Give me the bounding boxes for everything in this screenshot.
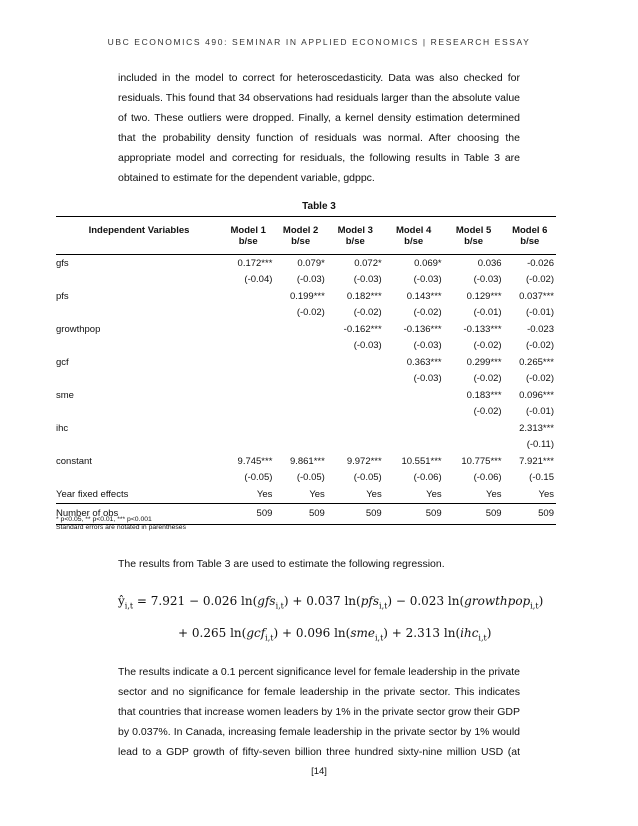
bse-subheader: b/se bbox=[384, 236, 444, 255]
standard-error-cell bbox=[274, 338, 326, 355]
coefficient-cell bbox=[444, 420, 504, 437]
standard-error-cell bbox=[222, 371, 274, 388]
bse-subheader: b/se bbox=[504, 236, 556, 255]
table-caption: Table 3 bbox=[302, 201, 336, 212]
coefficient-row bbox=[56, 420, 556, 437]
coefficient-cell bbox=[274, 420, 326, 437]
standard-error-cell: (-0.03) bbox=[296, 274, 325, 286]
standard-error-cell bbox=[222, 305, 274, 322]
coefficient-cell bbox=[327, 387, 384, 404]
intro-line: obtained to estimate for the dependent variable, gdppc. bbox=[118, 172, 375, 184]
coefficient-cell: -0.162*** bbox=[343, 323, 382, 335]
table-cell: 509 bbox=[384, 503, 444, 524]
table-cell: Yes bbox=[486, 488, 502, 500]
standard-error-row bbox=[56, 371, 556, 388]
coefficient-row bbox=[56, 387, 556, 404]
coefficient-cell: 0.036 bbox=[477, 257, 502, 269]
coefficient-cell bbox=[222, 354, 274, 371]
standard-error-cell: (-0.02) bbox=[296, 307, 325, 319]
coefficient-cell: 0.183*** bbox=[466, 389, 502, 401]
model-header: Model 5 bbox=[444, 217, 504, 237]
table-cell: 509 bbox=[327, 503, 384, 524]
intro-line: that the probability density function of residuals was normal. After choosing the bbox=[118, 132, 520, 144]
table-cell: Yes bbox=[426, 488, 442, 500]
fixed-effects-row bbox=[56, 486, 556, 503]
coefficient-cell: 9.745*** bbox=[237, 455, 273, 467]
coefficient-row bbox=[56, 453, 556, 470]
coefficient-cell: -0.023 bbox=[527, 323, 554, 335]
standard-error-cell: (-0.02) bbox=[473, 406, 502, 418]
intro-line: residuals. This found that 34 observations had residuals larger than the absolute value bbox=[118, 92, 520, 104]
results-line: that countries that increase women leaders by 1% in the private sector grow their GDP bbox=[118, 706, 520, 718]
standard-error-cell: (-0.05) bbox=[353, 472, 382, 484]
coefficient-cell: 0.037*** bbox=[519, 290, 554, 302]
standard-error-cell: (-0.05) bbox=[296, 472, 325, 484]
row-label bbox=[56, 470, 222, 487]
variables-header: Independent Variables bbox=[56, 217, 222, 237]
standard-error-cell: (-0.02) bbox=[473, 373, 502, 385]
row-label: gfs bbox=[56, 257, 69, 269]
coefficient-cell: -0.026 bbox=[527, 257, 554, 269]
table-cell: Yes bbox=[538, 488, 554, 500]
intro-line: appropriate model and correcting for residuals, the following results in Table 3 are bbox=[118, 152, 520, 164]
coefficient-cell bbox=[327, 420, 384, 437]
results-line: sector and no significance for female leadership in the private sector. This indicates bbox=[118, 686, 520, 698]
coefficient-cell bbox=[274, 387, 326, 404]
results-line: by 0.037%. In Canada, increasing female leadership in the private sector by 1% would bbox=[118, 726, 520, 738]
results-paragraph bbox=[118, 662, 520, 762]
coefficient-cell: 9.861*** bbox=[289, 455, 325, 467]
row-label bbox=[56, 272, 222, 289]
coefficient-cell: 0.265*** bbox=[519, 356, 554, 368]
standard-error-cell: (-0.01) bbox=[526, 406, 554, 418]
standard-error-cell bbox=[222, 338, 274, 355]
standard-error-cell: (-0.01) bbox=[526, 307, 554, 319]
coefficient-cell: 2.313*** bbox=[519, 422, 554, 434]
coefficient-cell bbox=[222, 321, 274, 338]
bse-subheader: b/se bbox=[222, 236, 274, 255]
page-number: [14] bbox=[311, 766, 327, 777]
results-line: lead to a GDP growth of fifty-seven billion three hundred sixty-nine million USD (at bbox=[118, 746, 520, 758]
coefficient-cell: 0.129*** bbox=[466, 290, 502, 302]
row-label bbox=[56, 437, 222, 454]
standard-error-row bbox=[56, 437, 556, 454]
bse-subheader: b/se bbox=[274, 236, 326, 255]
coefficient-cell: 0.079* bbox=[297, 257, 325, 269]
coefficient-cell bbox=[222, 288, 274, 305]
running-header: UBC ECONOMICS 490: SEMINAR IN APPLIED ECONOMICS | RESEARCH ESSAY bbox=[107, 37, 531, 47]
coefficient-cell: 0.096*** bbox=[519, 389, 554, 401]
standard-error-cell: (-0.15 bbox=[529, 472, 554, 484]
coefficient-cell: 0.069* bbox=[414, 257, 442, 269]
row-label bbox=[56, 338, 222, 355]
intro-line: included in the model to correct for heteroscedasticity. Data was also checked for bbox=[118, 72, 520, 84]
standard-error-cell bbox=[327, 371, 384, 388]
standard-error-cell bbox=[384, 437, 444, 454]
table-note: * p<0.05, ** p<0.01, *** p<0.001 bbox=[56, 516, 152, 523]
table-cell: Yes bbox=[366, 488, 382, 500]
row-label: pfs bbox=[56, 290, 69, 302]
coefficient-cell bbox=[222, 387, 274, 404]
model-header: Model 3 bbox=[327, 217, 384, 237]
standard-error-cell: (-0.02) bbox=[413, 307, 442, 319]
coefficient-cell: 0.363*** bbox=[406, 356, 442, 368]
row-label bbox=[56, 404, 222, 421]
regression-table bbox=[56, 216, 556, 525]
standard-error-cell: (-0.05) bbox=[244, 472, 273, 484]
model-header: Model 6 bbox=[504, 217, 556, 237]
coefficient-cell bbox=[384, 387, 444, 404]
standard-error-cell: (-0.06) bbox=[473, 472, 502, 484]
table-note: Standard errors are notated in parentheses bbox=[56, 524, 186, 531]
coefficient-cell: 0.199*** bbox=[289, 290, 325, 302]
standard-error-cell: (-0.03) bbox=[353, 274, 382, 286]
regression-intro: The results from Table 3 are used to estimate the following regression. bbox=[118, 558, 445, 570]
table-cell: 509 bbox=[444, 503, 504, 524]
standard-error-cell bbox=[327, 437, 384, 454]
standard-error-cell bbox=[222, 404, 274, 421]
standard-error-cell bbox=[444, 437, 504, 454]
standard-error-cell: (-0.03) bbox=[473, 274, 502, 286]
row-label: sme bbox=[56, 389, 74, 401]
model-header: Model 2 bbox=[274, 217, 326, 237]
standard-error-cell: (-0.03) bbox=[413, 274, 442, 286]
intro-line: of two. These outliers were dropped. Finally, a kernel density estimation determined bbox=[118, 112, 520, 124]
coefficient-cell bbox=[327, 354, 384, 371]
model-header: Model 1 bbox=[222, 217, 274, 237]
standard-error-cell bbox=[274, 404, 326, 421]
row-label: gcf bbox=[56, 356, 69, 368]
standard-error-cell: (-0.01) bbox=[473, 307, 502, 319]
standard-error-cell bbox=[327, 404, 384, 421]
coefficient-row bbox=[56, 321, 556, 338]
coefficient-cell: -0.136*** bbox=[403, 323, 442, 335]
coefficient-row bbox=[56, 354, 556, 371]
coefficient-cell: 7.921*** bbox=[519, 455, 554, 467]
model-header: Model 4 bbox=[384, 217, 444, 237]
coefficient-cell: 0.299*** bbox=[466, 356, 502, 368]
standard-error-cell: (-0.11) bbox=[526, 439, 554, 451]
table-cell: 509 bbox=[504, 503, 556, 524]
standard-error-cell: (-0.03) bbox=[353, 340, 382, 352]
row-label: ihc bbox=[56, 422, 69, 434]
row-label: Number of obs bbox=[56, 503, 222, 524]
table-cell: Yes bbox=[309, 488, 325, 500]
coefficient-cell: 0.143*** bbox=[406, 290, 442, 302]
coefficient-cell: 10.775*** bbox=[461, 455, 502, 467]
row-label bbox=[56, 371, 222, 388]
standard-error-row bbox=[56, 305, 556, 322]
standard-error-row bbox=[56, 470, 556, 487]
standard-error-cell bbox=[274, 437, 326, 454]
standard-error-cell bbox=[384, 404, 444, 421]
bse-subheader: b/se bbox=[444, 236, 504, 255]
coefficient-cell bbox=[222, 420, 274, 437]
coefficient-cell bbox=[274, 321, 326, 338]
row-label: growthpop bbox=[56, 323, 101, 335]
results-line: The results indicate a 0.1 percent significance level for female leadership in the private bbox=[118, 666, 520, 678]
table-cell: 509 bbox=[274, 503, 326, 524]
standard-error-row bbox=[56, 338, 556, 355]
coefficient-cell bbox=[384, 420, 444, 437]
table-subheader-row bbox=[56, 236, 556, 255]
standard-error-cell: (-0.06) bbox=[413, 472, 442, 484]
coefficient-cell: 0.172*** bbox=[237, 257, 273, 269]
standard-error-cell: (-0.03) bbox=[413, 340, 442, 352]
row-label bbox=[56, 305, 222, 322]
regression-equation-line2: + 0.265 ln(gcf$_{i,t}$) + 0.096 ln(sme$_{i,t}$) + 2.313 ln(ihc$_{i,t}$) bbox=[178, 626, 492, 643]
standard-error-cell: (-0.02) bbox=[526, 274, 554, 286]
coefficient-cell bbox=[274, 354, 326, 371]
row-label: Year fixed effects bbox=[56, 488, 129, 500]
standard-error-cell: (-0.02) bbox=[526, 373, 554, 385]
coefficient-row bbox=[56, 255, 556, 272]
standard-error-row bbox=[56, 404, 556, 421]
coefficient-cell: 0.182*** bbox=[346, 290, 382, 302]
bse-subheader: b/se bbox=[327, 236, 384, 255]
table-cell: 509 bbox=[222, 503, 274, 524]
table-cell: Yes bbox=[256, 488, 273, 500]
coefficient-cell: -0.133*** bbox=[463, 323, 502, 335]
table-header-row bbox=[56, 217, 556, 237]
standard-error-row bbox=[56, 272, 556, 289]
coefficient-cell: 10.551*** bbox=[401, 455, 442, 467]
standard-error-cell bbox=[222, 437, 274, 454]
intro-paragraph bbox=[118, 68, 520, 188]
standard-error-cell: (-0.04) bbox=[244, 274, 273, 286]
coefficient-cell: 0.072* bbox=[354, 257, 382, 269]
coefficient-row bbox=[56, 288, 556, 305]
regression-equation-line1: $ŷ_{i,t} = 7.921 - 0.026$ ln(gfs$_{i,t}$) + 0.037 ln(pfs$_{i,t}$) − 0.023 ln(growthpop$_{i,t}$) bbox=[118, 594, 544, 611]
standard-error-cell: (-0.02) bbox=[526, 340, 554, 352]
row-label: constant bbox=[56, 455, 92, 467]
standard-error-cell bbox=[274, 371, 326, 388]
standard-error-cell: (-0.02) bbox=[473, 340, 502, 352]
standard-error-cell: (-0.03) bbox=[413, 373, 442, 385]
standard-error-cell: (-0.02) bbox=[353, 307, 382, 319]
coefficient-cell: 9.972*** bbox=[346, 455, 382, 467]
